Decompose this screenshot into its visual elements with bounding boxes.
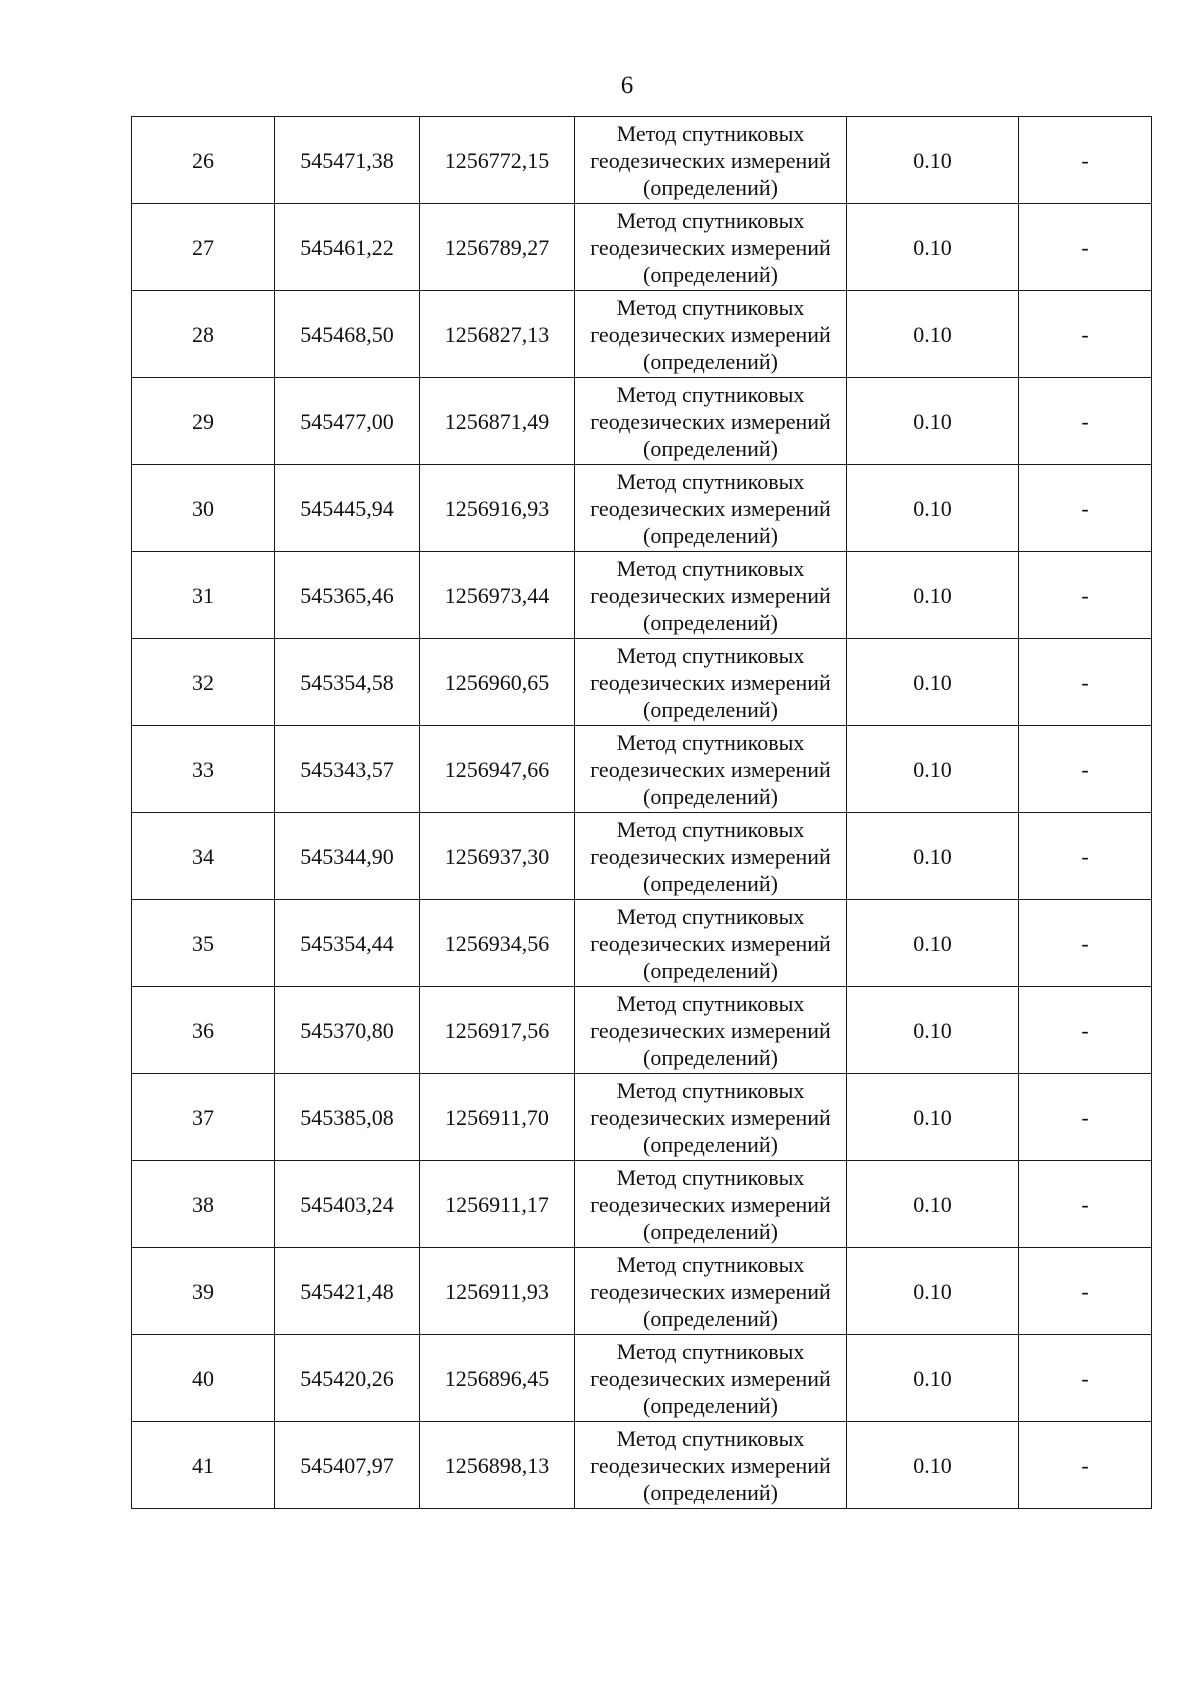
method-text-line: (определений) (643, 522, 778, 548)
y-coordinate-cell: 1256973,44 (420, 552, 575, 639)
extra-cell: - (1019, 378, 1152, 465)
x-coordinate-cell: 545461,22 (275, 204, 420, 291)
method-cell (575, 204, 847, 291)
method-cell (575, 726, 847, 813)
table-row (132, 291, 1152, 378)
method-text-line: Метод спутниковых (616, 1338, 805, 1364)
table-row (132, 639, 1152, 726)
method-text-line: Метод спутниковых (616, 1164, 805, 1190)
extra-cell: - (1019, 1335, 1152, 1422)
method-text-line: Метод спутниковых (616, 903, 805, 929)
method-cell (575, 639, 847, 726)
y-coordinate-cell: 1256898,13 (420, 1422, 575, 1509)
method-text-line: (определений) (643, 174, 778, 200)
y-coordinate-cell: 1256960,65 (420, 639, 575, 726)
point-number-cell: 37 (132, 1074, 275, 1161)
method-cell (575, 378, 847, 465)
method-text-line: (определений) (643, 1218, 778, 1244)
method-cell (575, 900, 847, 987)
method-cell (575, 813, 847, 900)
method-cell (575, 1422, 847, 1509)
y-coordinate-cell: 1256827,13 (420, 291, 575, 378)
method-text-line: Метод спутниковых (616, 555, 805, 581)
method-text-line: геодезических измерений (590, 1365, 831, 1391)
method-text-line: (определений) (643, 783, 778, 809)
y-coordinate-cell: 1256934,56 (420, 900, 575, 987)
x-coordinate-cell: 545420,26 (275, 1335, 420, 1422)
x-coordinate-cell: 545477,00 (275, 378, 420, 465)
accuracy-cell: 0.10 (847, 117, 1019, 204)
x-coordinate-cell: 545354,58 (275, 639, 420, 726)
method-cell (575, 1335, 847, 1422)
method-cell (575, 291, 847, 378)
method-text-line: (определений) (643, 1044, 778, 1070)
method-text-line: геодезических измерений (590, 930, 831, 956)
method-cell (575, 1074, 847, 1161)
extra-cell: - (1019, 1248, 1152, 1335)
method-text-line: Метод спутниковых (616, 1425, 805, 1451)
method-text-line: (определений) (643, 1305, 778, 1331)
extra-cell: - (1019, 726, 1152, 813)
method-text-line: (определений) (643, 957, 778, 983)
method-text-line: Метод спутниковых (616, 990, 805, 1016)
method-text-line: (определений) (643, 348, 778, 374)
method-text-line: (определений) (643, 435, 778, 461)
x-coordinate-cell: 545354,44 (275, 900, 420, 987)
extra-cell: - (1019, 1161, 1152, 1248)
method-text-line: Метод спутниковых (616, 120, 805, 146)
method-text-line: Метод спутниковых (616, 1077, 805, 1103)
y-coordinate-cell: 1256911,70 (420, 1074, 575, 1161)
x-coordinate-cell: 545344,90 (275, 813, 420, 900)
y-coordinate-cell: 1256911,17 (420, 1161, 575, 1248)
accuracy-cell: 0.10 (847, 378, 1019, 465)
method-text-line: геодезических измерений (590, 1104, 831, 1130)
coordinates-table-body (132, 117, 1152, 1509)
accuracy-cell: 0.10 (847, 1161, 1019, 1248)
point-number-cell: 29 (132, 378, 275, 465)
method-text-line: (определений) (643, 609, 778, 635)
table-row (132, 1248, 1152, 1335)
method-text-line: геодезических измерений (590, 1017, 831, 1043)
method-text-line: геодезических измерений (590, 669, 831, 695)
method-text-line: геодезических измерений (590, 1191, 831, 1217)
x-coordinate-cell: 545385,08 (275, 1074, 420, 1161)
point-number-cell: 27 (132, 204, 275, 291)
table-row (132, 1074, 1152, 1161)
extra-cell: - (1019, 1074, 1152, 1161)
point-number-cell: 32 (132, 639, 275, 726)
method-cell (575, 552, 847, 639)
point-number-cell: 36 (132, 987, 275, 1074)
y-coordinate-cell: 1256871,49 (420, 378, 575, 465)
point-number-cell: 26 (132, 117, 275, 204)
table-row (132, 1422, 1152, 1509)
method-cell (575, 987, 847, 1074)
method-text-line: геодезических измерений (590, 495, 831, 521)
method-text-line: Метод спутниковых (616, 1251, 805, 1277)
y-coordinate-cell: 1256896,45 (420, 1335, 575, 1422)
accuracy-cell: 0.10 (847, 552, 1019, 639)
extra-cell: - (1019, 117, 1152, 204)
accuracy-cell: 0.10 (847, 1074, 1019, 1161)
method-text-line: Метод спутниковых (616, 468, 805, 494)
table-row (132, 1335, 1152, 1422)
point-number-cell: 41 (132, 1422, 275, 1509)
y-coordinate-cell: 1256937,30 (420, 813, 575, 900)
table-row (132, 987, 1152, 1074)
x-coordinate-cell: 545471,38 (275, 117, 420, 204)
x-coordinate-cell: 545468,50 (275, 291, 420, 378)
method-text-line: геодезических измерений (590, 321, 831, 347)
extra-cell: - (1019, 1422, 1152, 1509)
x-coordinate-cell: 545403,24 (275, 1161, 420, 1248)
extra-cell: - (1019, 639, 1152, 726)
y-coordinate-cell: 1256916,93 (420, 465, 575, 552)
y-coordinate-cell: 1256911,93 (420, 1248, 575, 1335)
method-text-line: Метод спутниковых (616, 642, 805, 668)
method-text-line: геодезических измерений (590, 582, 831, 608)
x-coordinate-cell: 545365,46 (275, 552, 420, 639)
point-number-cell: 34 (132, 813, 275, 900)
point-number-cell: 33 (132, 726, 275, 813)
accuracy-cell: 0.10 (847, 1422, 1019, 1509)
table-row (132, 552, 1152, 639)
accuracy-cell: 0.10 (847, 726, 1019, 813)
point-number-cell: 38 (132, 1161, 275, 1248)
accuracy-cell: 0.10 (847, 900, 1019, 987)
accuracy-cell: 0.10 (847, 1335, 1019, 1422)
x-coordinate-cell: 545421,48 (275, 1248, 420, 1335)
y-coordinate-cell: 1256789,27 (420, 204, 575, 291)
table-row (132, 204, 1152, 291)
point-number-cell: 30 (132, 465, 275, 552)
accuracy-cell: 0.10 (847, 987, 1019, 1074)
table-row (132, 465, 1152, 552)
accuracy-cell: 0.10 (847, 204, 1019, 291)
method-text-line: геодезических измерений (590, 756, 831, 782)
method-text-line: (определений) (643, 1131, 778, 1157)
method-text-line: геодезических измерений (590, 1452, 831, 1478)
point-number-cell: 35 (132, 900, 275, 987)
accuracy-cell: 0.10 (847, 639, 1019, 726)
x-coordinate-cell: 545407,97 (275, 1422, 420, 1509)
method-text-line: Метод спутниковых (616, 294, 805, 320)
point-number-cell: 28 (132, 291, 275, 378)
y-coordinate-cell: 1256772,15 (420, 117, 575, 204)
extra-cell: - (1019, 204, 1152, 291)
method-cell (575, 1161, 847, 1248)
page-number: 6 (620, 72, 634, 99)
extra-cell: - (1019, 465, 1152, 552)
point-number-cell: 40 (132, 1335, 275, 1422)
method-cell (575, 465, 847, 552)
method-cell (575, 117, 847, 204)
method-text-line: геодезических измерений (590, 147, 831, 173)
extra-cell: - (1019, 900, 1152, 987)
method-text-line: (определений) (643, 261, 778, 287)
extra-cell: - (1019, 987, 1152, 1074)
method-text-line: (определений) (643, 870, 778, 896)
method-text-line: геодезических измерений (590, 234, 831, 260)
table-row (132, 813, 1152, 900)
extra-cell: - (1019, 291, 1152, 378)
x-coordinate-cell: 545445,94 (275, 465, 420, 552)
accuracy-cell: 0.10 (847, 1248, 1019, 1335)
x-coordinate-cell: 545370,80 (275, 987, 420, 1074)
method-text-line: Метод спутниковых (616, 207, 805, 233)
table-row (132, 900, 1152, 987)
accuracy-cell: 0.10 (847, 291, 1019, 378)
method-text-line: геодезических измерений (590, 408, 831, 434)
method-text-line: геодезических измерений (590, 843, 831, 869)
point-number-cell: 31 (132, 552, 275, 639)
table-row (132, 378, 1152, 465)
extra-cell: - (1019, 552, 1152, 639)
y-coordinate-cell: 1256947,66 (420, 726, 575, 813)
y-coordinate-cell: 1256917,56 (420, 987, 575, 1074)
method-text-line: (определений) (643, 1479, 778, 1505)
method-text-line: (определений) (643, 696, 778, 722)
accuracy-cell: 0.10 (847, 813, 1019, 900)
method-text-line: (определений) (643, 1392, 778, 1418)
extra-cell: - (1019, 813, 1152, 900)
table-row (132, 726, 1152, 813)
table-row (132, 1161, 1152, 1248)
point-number-cell: 39 (132, 1248, 275, 1335)
accuracy-cell: 0.10 (847, 465, 1019, 552)
method-text-line: геодезических измерений (590, 1278, 831, 1304)
coordinates-table (131, 116, 1152, 1509)
method-text-line: Метод спутниковых (616, 729, 805, 755)
table-row (132, 117, 1152, 204)
method-cell (575, 1248, 847, 1335)
method-text-line: Метод спутниковых (616, 816, 805, 842)
method-text-line: Метод спутниковых (616, 381, 805, 407)
x-coordinate-cell: 545343,57 (275, 726, 420, 813)
